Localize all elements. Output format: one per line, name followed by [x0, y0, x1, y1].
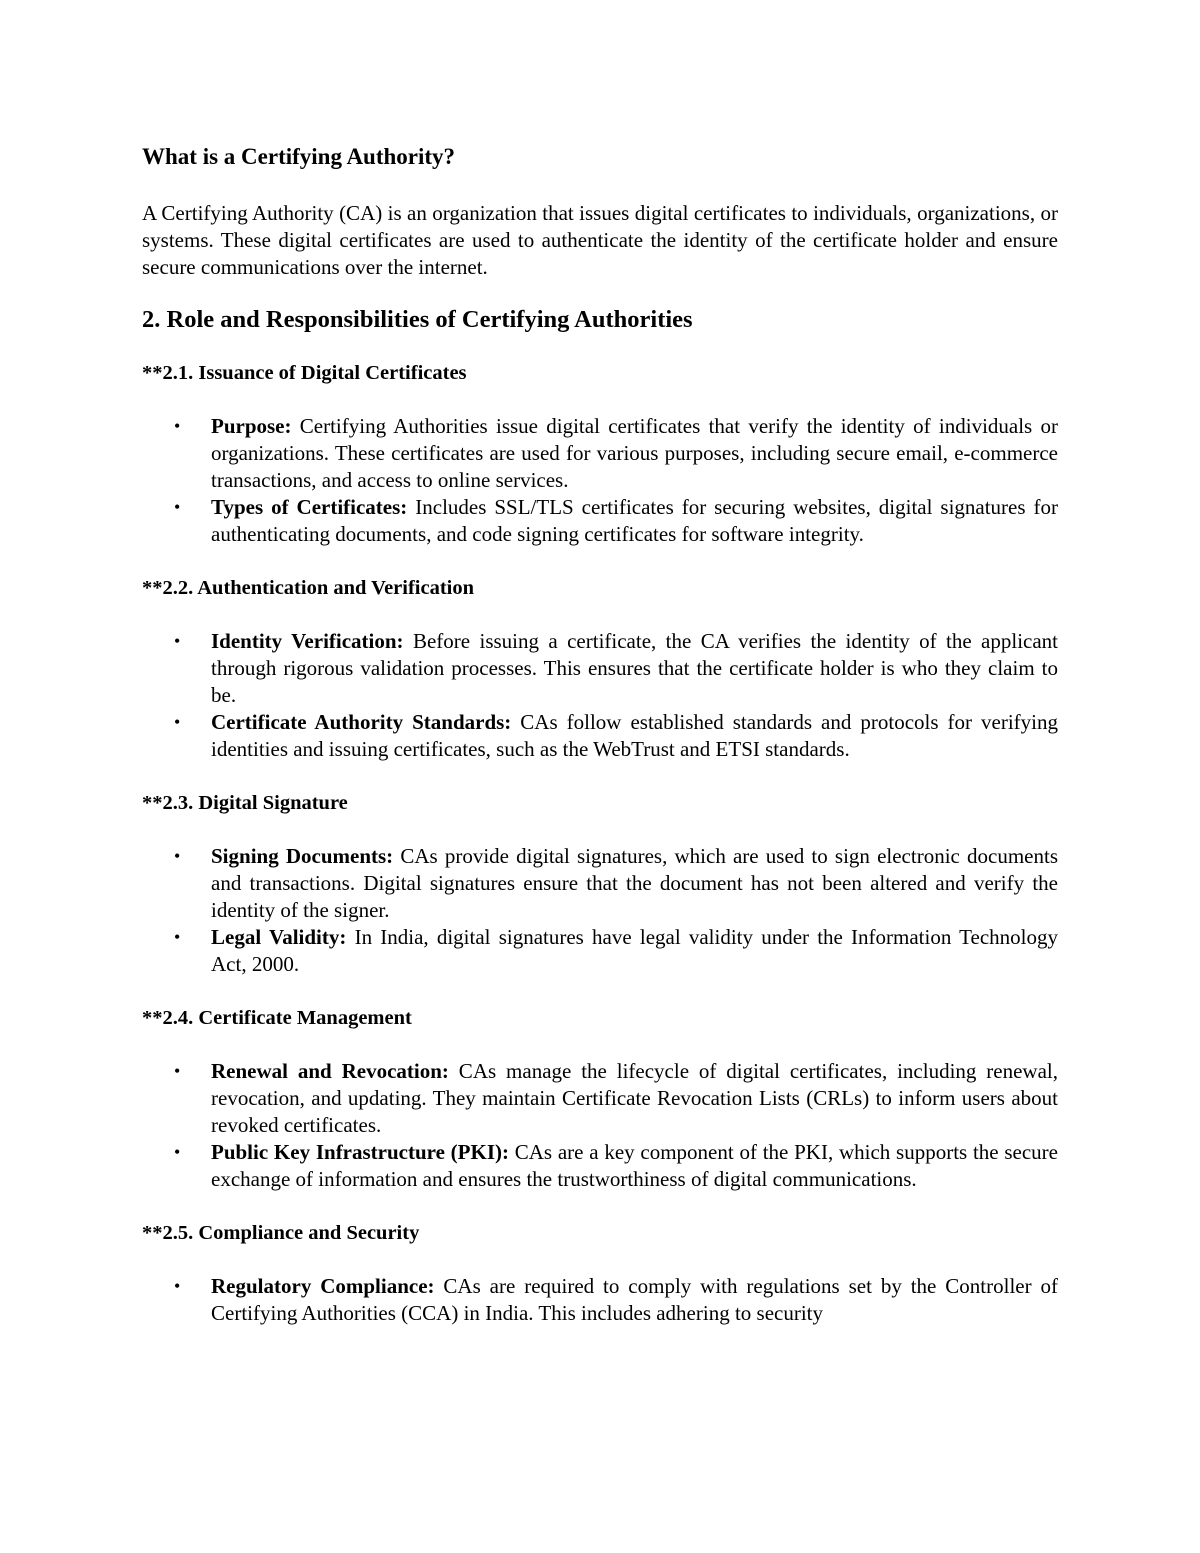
- list-item: [142, 1058, 1058, 1140]
- bullet-icon: •: [174, 1142, 181, 1163]
- item-text: CAs are required to comply with regulations set by the Controller of Certifying Authorities (CCA) in India. This includes adhering to security: [211, 1273, 1058, 1325]
- item-text: CAs manage the lifecycle of digital certificates, including renewal, revocation, and updating. They maintain Certificate Revocation Lists (CRLs) to inform users about revoked certificates.: [211, 1058, 1058, 1138]
- list-item: [142, 628, 1058, 710]
- list-item: [142, 843, 1058, 925]
- document-page: [142, 142, 1058, 1353]
- bullet-list: [142, 628, 1058, 764]
- item-text: CAs provide digital signatures, which are used to sign electronic documents and transactions. Digital signatures ensure that the document has not been altered and verify the identity of the signer.: [211, 843, 1058, 923]
- subsection-heading: **2.3. Digital Signature: [142, 791, 348, 814]
- bullet-icon: •: [174, 927, 181, 948]
- bullet-list: [142, 843, 1058, 979]
- item-label: Certificate Authority Standards:: [211, 710, 512, 735]
- bullet-list: [142, 1058, 1058, 1194]
- item-text: CAs are a key component of the PKI, which supports the secure exchange of information and ensures the trustworthiness of digital communications.: [211, 1140, 1058, 1192]
- bullet-icon: •: [174, 712, 181, 733]
- item-label: Identity Verification:: [211, 628, 404, 653]
- bullet-icon: •: [174, 497, 181, 518]
- subsection-heading: **2.5. Compliance and Security: [142, 1221, 420, 1244]
- item-label: Renewal and Revocation:: [211, 1058, 449, 1083]
- list-item: [142, 1139, 1058, 1193]
- intro-paragraph: A Certifying Authority (CA) is an organization that issues digital certificates to individuals, organizations, or systems. These digital certificates are used to authenticate the identity of the certificate holder and ensure secure communications over the internet.: [142, 201, 1058, 280]
- item-text: Includes SSL/TLS certificates for securing websites, digital signatures for authenticating documents, and code signing certificates for software integrity.: [211, 495, 1058, 547]
- item-label: Legal Validity:: [211, 925, 347, 950]
- item-label: Regulatory Compliance:: [211, 1273, 435, 1298]
- bullet-icon: •: [174, 845, 181, 866]
- list-item: [142, 1273, 1058, 1327]
- list-item: [142, 924, 1058, 978]
- bullet-icon: •: [174, 415, 181, 436]
- item-text: CAs follow established standards and protocols for verifying identities and issuing certificates, such as the WebTrust and ETSI standards.: [211, 710, 1058, 762]
- item-text: Before issuing a certificate, the CA verifies the identity of the applicant through rigorous validation processes. This ensures that the certificate holder is who they claim to be.: [211, 628, 1059, 708]
- section-heading: 2. Role and Responsibilities of Certifying Authorities: [142, 305, 693, 333]
- item-label: Purpose:: [211, 413, 292, 438]
- page-title: What is a Certifying Authority?: [142, 144, 456, 169]
- bullet-icon: •: [174, 630, 181, 651]
- bullet-list: [142, 413, 1058, 549]
- bullet-icon: •: [174, 1275, 181, 1296]
- item-text: In India, digital signatures have legal validity under the Information Technology Act, 2000.: [211, 925, 1058, 977]
- bullet-list: [142, 1273, 1058, 1327]
- subsection-heading: **2.4. Certificate Management: [142, 1006, 412, 1029]
- item-label: Public Key Infrastructure (PKI):: [211, 1140, 509, 1165]
- list-item: [142, 413, 1058, 495]
- bullet-icon: •: [174, 1060, 181, 1081]
- item-label: Types of Certificates:: [211, 495, 408, 520]
- subsection-heading: **2.1. Issuance of Digital Certificates: [142, 361, 467, 384]
- list-item: [142, 494, 1058, 548]
- list-item: [142, 709, 1058, 763]
- item-text: Certifying Authorities issue digital certificates that verify the identity of individuals or organizations. These certificates are used for various purposes, including secure email, e-commerce transactions, and access to online services.: [211, 413, 1058, 493]
- subsection-heading: **2.2. Authentication and Verification: [142, 576, 475, 599]
- item-label: Signing Documents:: [211, 843, 394, 868]
